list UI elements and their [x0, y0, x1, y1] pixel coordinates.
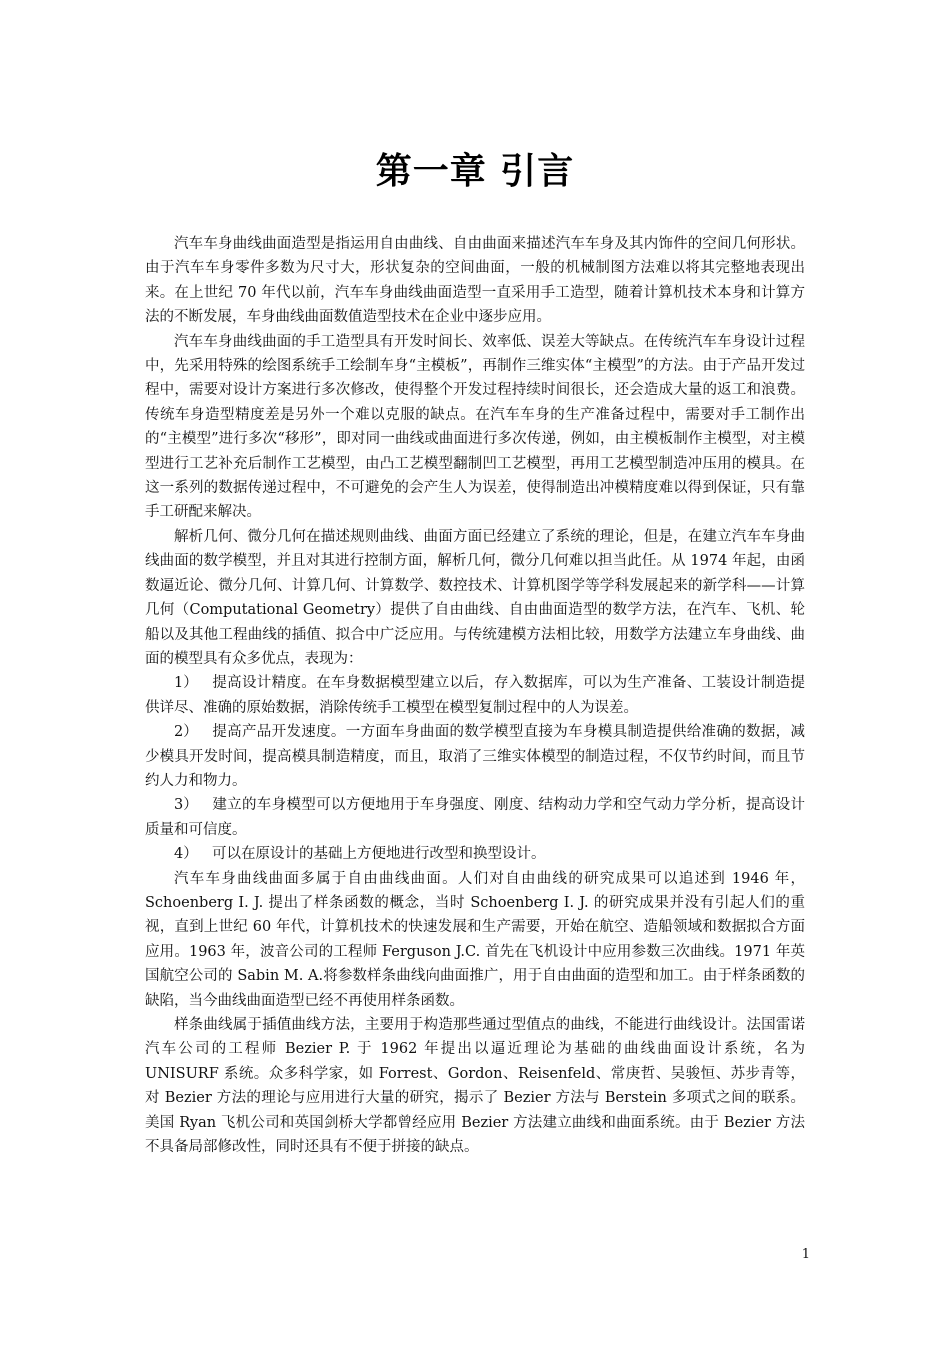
list-item-text: 提高设计精度。在车身数据模型建立以后，存入数据库，可以为生产准备、工装设计制造提供详尽、准确的原始数据，消除传统手工模型在模型复制过程中的人为误差。: [145, 675, 805, 716]
chapter-title: 第一章 引言: [375, 151, 575, 192]
list-item-text: 可以在原设计的基础上方便地进行改型和换型设计。: [212, 846, 546, 863]
list-item-number: 3）: [174, 797, 198, 814]
list-item-text: 提高产品开发速度。一方面车身曲面的数学模型直接为车身模具制造提供给准确的数据，减少模具开发时间，提高模具制造精度，而且，取消了三维实体模型的制造过程，不仅节约时间，而且节约人力和物力。: [145, 724, 805, 789]
list-item: [145, 720, 805, 793]
list-item: [145, 793, 805, 842]
body-text: [145, 232, 805, 1159]
paragraph: 样条曲线属于插值曲线方法，主要用于构造那些通过型值点的曲线，不能进行曲线设计。法国雷诺汽车公司的工程师 Bezier P. 于 1962 年提出以逼近理论为基础的曲线曲面设计系统，名为 UNISURF 系统。众多科学家，如 Forrest、Gordon、Reisenfeld、常庚哲、吴骏恒、苏步青等，对 Bezier 方法的理论与应用进行大量的研究，揭示了 Bezier 方法与 Berstein 多项式之间的联系。美国 Ryan 飞机公司和英国剑桥大学都曾经应用 Bezier 方法建立曲线和曲面系统。由于 Bezier 方法不具备局部修改性，同时还具有不便于拼接的缺点。: [145, 1017, 805, 1156]
list-item-number: 2）: [174, 724, 198, 741]
list-item-number: 1）: [174, 675, 198, 692]
list-item: [145, 671, 805, 720]
paragraph: 汽车车身曲线曲面的手工造型具有开发时间长、效率低、误差大等缺点。在传统汽车车身设计过程中，先采用特殊的绘图系统手工绘制车身“主模板”，再制作三维实体“主模型”的方法。由于产品开发过程中，需要对设计方案进行多次修改，使得整个开发过程持续时间很长，还会造成大量的返工和浪费。传统车身造型精度差是另外一个难以克服的缺点。在汽车车身的生产准备过程中，需要对手工制作出的“主模型”进行多次“移形”，即对同一曲线或曲面进行多次传递，例如，由主模板制作主模型，对主模型进行工艺补充后制作工艺模型，由凸工艺模型翻制凹工艺模型，再用工艺模型制造冲压用的模具。在这一系列的数据传递过程中，不可避免的会产生人为误差，使得制造出冲模精度难以得到保证，只有靠手工研配来解决。: [145, 333, 805, 521]
paragraph: 汽车车身曲线曲面多属于自由曲线曲面。人们对自由曲线的研究成果可以追述到 1946 年，Schoenberg I. J. 提出了样条函数的概念，当时 Schoenberg I. J. 的研究成果并没有引起人们的重视，直到上世纪 60 年代，计算机技术的快速发展和生产需要，开始在航空、造船领域和数据拟合方面应用。1963 年，波音公司的工程师 Ferguson J.C. 首先在飞机设计中应用参数三次曲线。1971 年英国航空公司的 Sabin M. A.将参数样条曲线向曲面推广，用于自由曲面的造型和加工。由于样条函数的缺陷，当今曲线曲面造型已经不再使用样条函数。: [145, 870, 805, 1009]
list-item-number: 4）: [174, 846, 198, 863]
list-item-text: 建立的车身模型可以方便地用于车身强度、刚度、结构动力学和空气动力学分析，提高设计质量和可信度。: [145, 797, 805, 838]
paragraph: 汽车车身曲线曲面造型是指运用自由曲线、自由曲面来描述汽车车身及其内饰件的空间几何形状。由于汽车车身零件多数为尺寸大，形状复杂的空间曲面，一般的机械制图方法难以将其完整地表现出来。在上世纪 70 年代以前，汽车车身曲线曲面造型一直采用手工造型，随着计算机技术本身和计算方法的不断发展，车身曲线曲面数值造型技术在企业中逐步应用。: [145, 236, 805, 326]
paragraph: 解析几何、微分几何在描述规则曲线、曲面方面已经建立了系统的理论，但是，在建立汽车车身曲线曲面的数学模型，并且对其进行控制方面，解析几何，微分几何难以担当此任。从 1974 年起，由函数逼近论、微分几何、计算几何、计算数学、数控技术、计算机图学等学科发展起来的新学科——计算几何（Computational Geometry）提供了自由曲线、自由曲面造型的数学方法，在汽车、飞机、轮船以及其他工程曲线的插值、拟合中广泛应用。与传统建模方法相比较，用数学方法建立车身曲线、曲面的模型具有众多优点，表现为：: [145, 528, 805, 667]
page-number: 1: [801, 1247, 810, 1262]
list-item: [145, 842, 805, 866]
